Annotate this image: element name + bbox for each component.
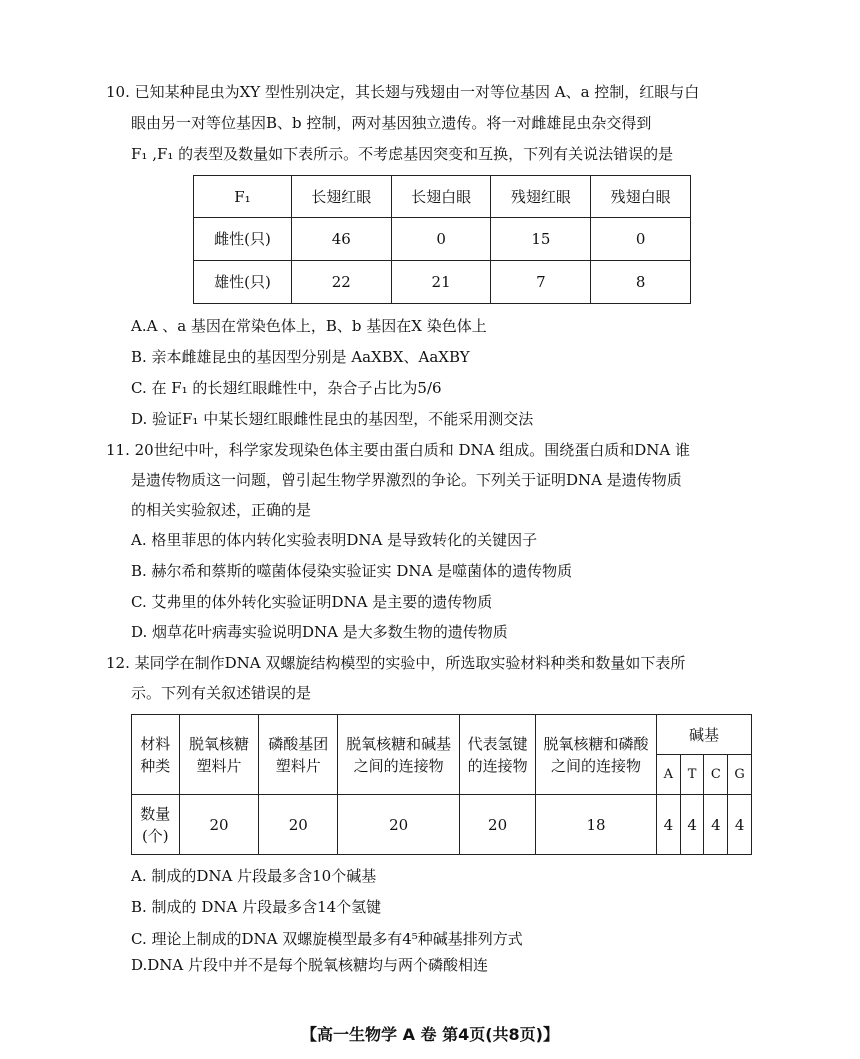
q12-header-material-l1: 材料 [140,734,171,753]
q12-header-sugar-base-link-l1: 脱氧核糖和碱基 [346,734,452,753]
q11-option-c: C. 艾弗里的体外转化实验证明DNA 是主要的遗传物质 [131,593,493,611]
q10-cell: 15 [491,218,591,261]
q12-header-sugar-base-link [338,715,460,795]
q10-cell: 21 [391,261,491,304]
q12-header-phosphate [259,715,338,795]
q10-cell: 雄性(只) [194,261,292,304]
q12-cell: 4 [704,795,728,855]
q12-header-phosphate-l2: 塑料片 [275,756,321,775]
q12-header-hydrogen-bond-l1: 代表氢键 [467,734,528,753]
q12-cell: 4 [657,795,681,855]
q12-header-sugar-phosphate-link-l2: 之间的连接物 [551,756,642,775]
q12-header-deoxyribose-l2: 塑料片 [196,756,242,775]
q10-option-b: B. 亲本雌雄昆虫的基因型分别是 AaXBX、AaXBY [131,348,470,366]
q12-base-c: C [704,755,728,795]
q12-header-deoxyribose [179,715,259,795]
q11-option-d: D. 烟草花叶病毒实验说明DNA 是大多数生物的遗传物质 [131,623,508,641]
q12-cell: 18 [536,795,657,855]
q11-line3: 的相关实验叙述，正确的是 [131,501,312,519]
q12-qty-label-l2: (个) [141,826,169,845]
q12-option-c: C. 理论上制成的DNA 双螺旋模型最多有4⁵种碱基排列方式 [131,930,523,948]
q10-cell: 22 [291,261,391,304]
q12-option-d: D.DNA 片段中并不是每个脱氧核糖均与两个磷酸相连 [131,956,489,974]
q10-line1: 10. 已知某种昆虫为XY 型性别决定，其长翅与残翅由一对等位基因 A、a 控制，红眼与白 [106,83,700,101]
q12-option-b: B. 制成的 DNA 片段最多含14个氢键 [131,898,382,916]
q12-qty-label [132,795,180,855]
page-footer: 【高一生物学 A 卷 第4页(共8页)】 [301,1025,559,1044]
q10-header-f1: F₁ [194,176,292,218]
q10-option-c: C. 在 F₁ 的长翅红眼雌性中，杂合子占比为5/6 [131,379,442,397]
q10-cell: 0 [591,218,691,261]
q12-header-deoxyribose-l1: 脱氧核糖 [188,734,249,753]
q11-option-b: B. 赫尔希和蔡斯的噬菌体侵染实验证实 DNA 是噬菌体的遗传物质 [131,562,573,580]
q12-header-sugar-base-link-l2: 之间的连接物 [353,756,444,775]
q12-header-bases: 碱基 [657,715,752,755]
q12-cell: 20 [460,795,536,855]
q10-row-male [194,261,691,304]
q12-header-sugar-phosphate-link [536,715,657,795]
q10-cell: 0 [391,218,491,261]
q12-cell: 20 [179,795,259,855]
q12-row-quantity [132,795,752,855]
q10-cell: 8 [591,261,691,304]
q10-cell: 46 [291,218,391,261]
q11-line2: 是遗传物质这一问题，曾引起生物学界激烈的争论。下列关于证明DNA 是遗传物质 [131,471,682,489]
q10-header-long-white: 长翅白眼 [391,176,491,218]
q10-line2: 眼由另一对等位基因B、b 控制，两对基因独立遗传。将一对雌雄昆虫杂交得到 [131,114,652,132]
q10-option-d: D. 验证F₁ 中某长翅红眼雌性昆虫的基因型，不能采用测交法 [131,410,534,428]
q12-base-a: A [657,755,681,795]
q11-line1: 11. 20世纪中叶，科学家发现染色体主要由蛋白质和 DNA 组成。围绕蛋白质和DNA 谁 [106,441,690,459]
q10-header-vestigial-red: 残翅红眼 [491,176,591,218]
q12-cell: 4 [680,795,704,855]
q11-option-a: A. 格里菲思的体内转化实验表明DNA 是导致转化的关键因子 [131,531,538,549]
q10-cell: 7 [491,261,591,304]
q12-line1: 12. 某同学在制作DNA 双螺旋结构模型的实验中，所选取实验材料种类和数量如下表所 [106,654,686,672]
q12-header-material-l2: 种类 [140,756,171,775]
q12-cell: 20 [259,795,338,855]
q12-header-hydrogen-bond [460,715,536,795]
q12-header-material [132,715,180,795]
q10-row-female [194,218,691,261]
q12-cell: 4 [728,795,752,855]
q12-table [131,714,752,855]
q10-header-vestigial-white: 残翅白眼 [591,176,691,218]
q12-cell: 20 [338,795,460,855]
q10-line3: F₁ ,F₁ 的表型及数量如下表所示。不考虑基因突变和互换，下列有关说法错误的是 [131,145,674,163]
q12-header-hydrogen-bond-l2: 的连接物 [467,756,528,775]
q12-header-sugar-phosphate-link-l1: 脱氧核糖和磷酸 [543,734,649,753]
q12-base-g: G [728,755,752,795]
q12-line2: 示。下列有关叙述错误的是 [131,684,312,702]
q10-option-a: A.A 、a 基因在常染色体上，B、b 基因在X 染色体上 [131,317,487,335]
q10-table [193,175,691,304]
q12-base-t: T [680,755,704,795]
q10-header-long-red: 长翅红眼 [291,176,391,218]
q10-cell: 雌性(只) [194,218,292,261]
q12-qty-label-l1: 数量 [140,804,171,823]
q12-option-a: A. 制成的DNA 片段最多含10个碱基 [131,867,377,885]
q12-header-phosphate-l1: 磷酸基团 [268,734,329,753]
